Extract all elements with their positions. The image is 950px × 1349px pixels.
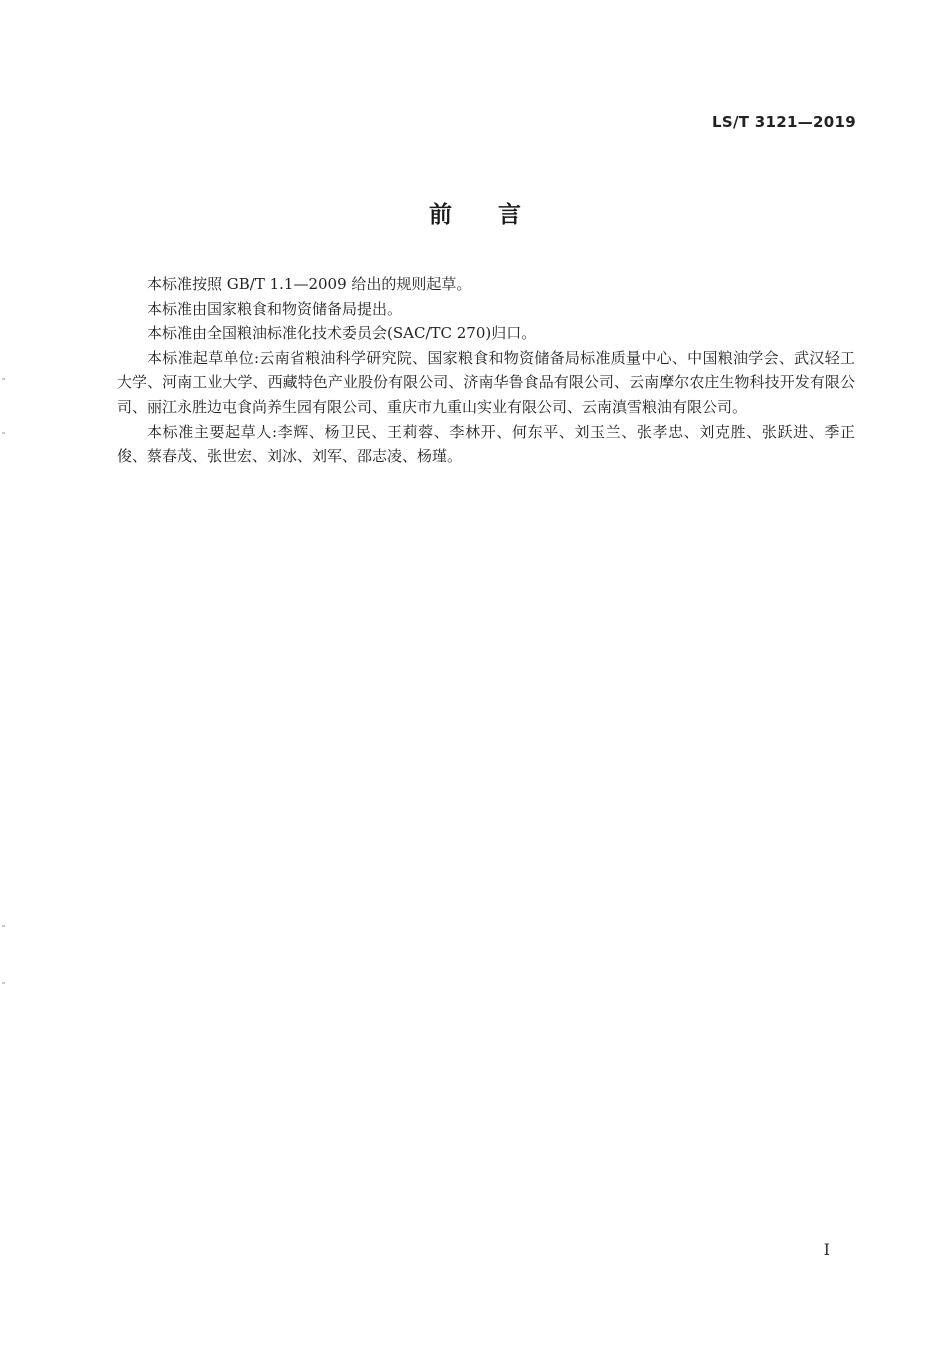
section-title-part1: 前 xyxy=(429,202,452,228)
paragraph-drafting-organizations: 本标准起草单位:云南省粮油科学研究院、国家粮食和物资储备局标准质量中心、中国粮油学会、武汉轻工大学、河南工业大学、西藏特色产业股份有限公司、济南华鲁食品有限公司、云南摩尔农庄生物科技开发有限公司、丽江永胜边屯食尚养生园有限公司、重庆市九重山实业有限公司、云南滇雪粮油有限公司。 xyxy=(117,348,855,416)
paragraph-main-drafters: 本标准主要起草人:李辉、杨卫民、王莉蓉、李林开、何东平、刘玉兰、张孝忠、刘克胜、张跃进、季正俊、蔡春茂、张世宏、刘冰、刘军、邵志凌、杨瑾。 xyxy=(117,422,855,466)
paragraph-under-jurisdiction: 本标准由全国粮油标准化技术委员会(SAC/TC 270)归口。 xyxy=(147,324,537,343)
paragraph-drafting-rules: 本标准按照 GB/T 1.1—2009 给出的规则起草。 xyxy=(147,275,472,293)
scan-artifact xyxy=(2,432,5,434)
section-title xyxy=(0,196,950,229)
paragraph-proposed-by: 本标准由国家粮食和物资储备局提出。 xyxy=(147,299,403,318)
page-number: I xyxy=(823,1240,830,1259)
scan-artifact xyxy=(2,925,5,927)
scan-artifact xyxy=(2,378,5,380)
section-title-part2: 言 xyxy=(498,202,521,228)
foreword-body xyxy=(117,272,855,469)
scan-artifact xyxy=(2,982,5,984)
document-code: LS/T 3121—2019 xyxy=(712,113,856,131)
